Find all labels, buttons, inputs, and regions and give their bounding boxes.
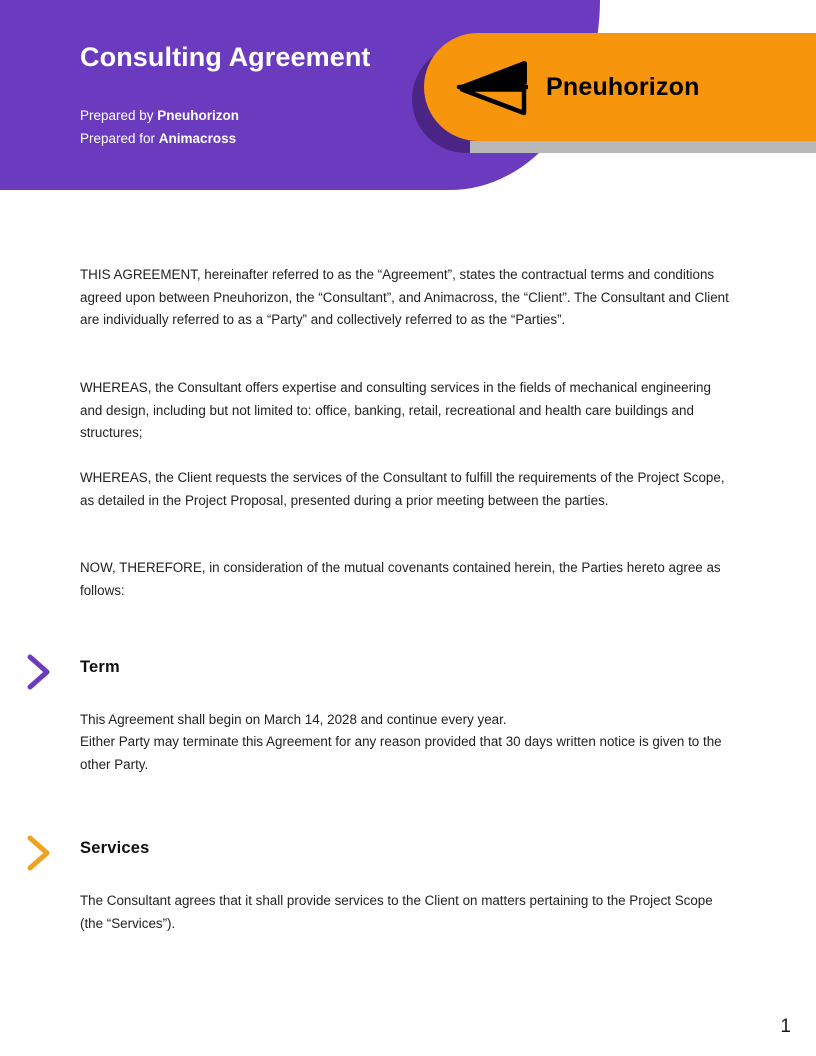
company-badge-content: [424, 33, 816, 141]
section-term-line-2: Either Party may terminate this Agreement for any reason provided that 30 days written notice is given to the other Party.: [80, 734, 722, 772]
section-term: [0, 653, 816, 772]
chevron-right-icon: [26, 653, 52, 691]
prepared-for-label: Prepared for: [80, 131, 159, 146]
document-header: [0, 0, 816, 200]
section-services-title: Services: [80, 839, 150, 857]
section-services-line-1: The Consultant agrees that it shall provide services to the Client on matters pertaining to the Project Scope (the “Services”).: [80, 893, 713, 931]
section-term-line-1: This Agreement shall begin on March 14, 2028 and continue every year.: [80, 712, 507, 727]
page-number: 1: [780, 1016, 791, 1037]
paragraph-2: WHEREAS, the Consultant offers expertise and consulting services in the fields of mechanical engineering and design, including but not limited to: office, banking, retail, recreational and health care buildings and structures;: [80, 380, 711, 441]
section-services-header: [0, 834, 816, 874]
prepared-block: [80, 104, 239, 150]
section-services: [0, 834, 816, 931]
paper-plane-icon: [456, 58, 528, 116]
chevron-right-icon: [26, 834, 52, 872]
section-term-title: Term: [80, 658, 120, 676]
prepared-for-line: [80, 127, 239, 150]
prepared-for-value: Animacross: [158, 131, 237, 146]
company-badge: [424, 33, 816, 141]
prepared-by-label: Prepared by: [80, 108, 158, 123]
prepared-by-value: Pneuhorizon: [157, 108, 240, 123]
prepared-by-line: [80, 104, 239, 127]
paragraph-3: WHEREAS, the Client requests the services of the Consultant to fulfill the requirements of the Project Scope, as detailed in the Project Proposal, presented during a prior meeting between the parties.: [80, 470, 725, 508]
section-term-header: [0, 653, 816, 693]
page-title: Consulting Agreement: [80, 42, 371, 72]
paragraph-4: NOW, THEREFORE, in consideration of the mutual covenants contained herein, the Parties hereto agree as follows:: [80, 560, 721, 598]
company-name: Pneuhorizon: [546, 72, 700, 101]
paragraph-1: THIS AGREEMENT, hereinafter referred to as the “Agreement”, states the contractual terms and conditions agreed upon between Pneuhorizon, the “Consultant”, and Animacross, the “Client”. The Consultant and Client are individually referred to as a “Party” and collectively referred to as the “Parties”.: [80, 267, 729, 328]
badge-shadow-on-white: [470, 141, 816, 153]
